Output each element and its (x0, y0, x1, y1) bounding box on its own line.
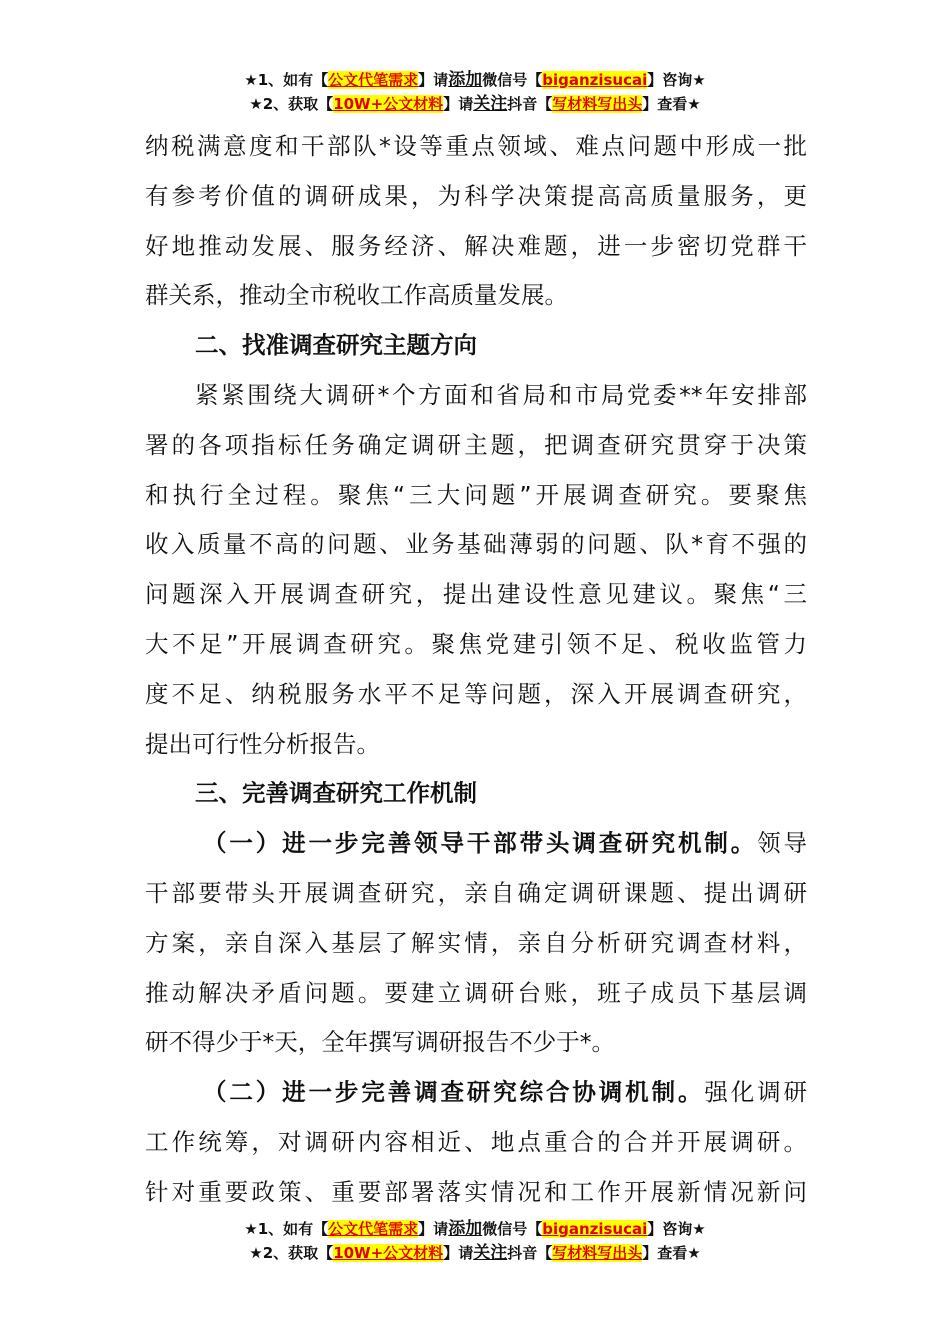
text-line: 方案，亲自深入基层了解实情，亲自分析研究调查材料， (145, 928, 807, 957)
text-line: 好地推动发展、服务经济、解决难题，进一步密切党群干 (145, 231, 807, 260)
text-line: 收入质量不高的问题、业务基础薄弱的问题、队*育不强的 (145, 530, 807, 559)
banner-text: ★2、获取【 (249, 1244, 334, 1262)
text-line: 推动解决矛盾问题。要建立调研台账，班子成员下基层调 (145, 978, 807, 1007)
banner-text: 】咨询★ (647, 1220, 706, 1238)
banner-line-1 (0, 1217, 950, 1241)
banner-line-2 (0, 92, 950, 116)
banner-text: 】请 (443, 1244, 474, 1262)
banner-text: ★1、如有【 (244, 71, 329, 89)
text-line: 有参考价值的调研成果，为科学决策提高高质量服务，更 (145, 181, 807, 210)
underlined-text: 添加 (448, 70, 483, 90)
underlined-text: 添加 (448, 1219, 483, 1239)
section-heading: 三、完善调查研究工作机制 (195, 779, 477, 808)
douyin-id: 写材料写出头 (552, 95, 643, 113)
header-banner (0, 68, 950, 116)
wechat-id: biganzisucai (542, 71, 648, 89)
text-line: 紧紧围绕大调研*个方面和省局和市局党委**年安排部 (195, 380, 807, 409)
highlight-text: 公文代笔需求 (328, 71, 419, 89)
subheading: （一）进一步完善领导干部带头调查研究机制。 (203, 829, 758, 858)
banner-text: 抖音【 (507, 1244, 553, 1262)
text-line: 工作统筹，对调研内容相近、地点重合的合并开展调研。 (145, 1127, 807, 1156)
highlight-text: 10W+公文材料 (333, 95, 444, 113)
text-line: 问题深入开展调查研究，提出建设性意见建议。聚焦“三 (145, 580, 807, 609)
text-line: 干部要带头开展调查研究，亲自确定调研课题、提出调研 (145, 878, 807, 907)
banner-text: 微信号【 (482, 71, 543, 89)
text-line: 大不足”开展调查研究。聚焦党建引领不足、税收监管力 (145, 629, 807, 658)
banner-text: 微信号【 (482, 1220, 543, 1238)
text-line: 提出可行性分析报告。 (145, 729, 380, 758)
banner-line-2 (0, 1241, 950, 1265)
banner-line-1 (0, 68, 950, 92)
text-line: 研不得少于*天，全年撰写调研报告不少于*。 (145, 1028, 615, 1057)
douyin-id: 写材料写出头 (552, 1244, 643, 1262)
section-heading: 二、找准调查研究主题方向 (195, 331, 477, 360)
text-span: 强化调研 (704, 1078, 808, 1107)
highlight-text: 10W+公文材料 (333, 1244, 444, 1262)
banner-text: 】查看★ (642, 95, 701, 113)
underlined-text: 关注 (473, 1243, 508, 1263)
document-body (145, 122, 807, 1218)
banner-text: 】请 (418, 1220, 449, 1238)
subheading: （二）进一步完善调查研究综合协调机制。 (203, 1078, 705, 1107)
text-line: 纳税满意度和干部队*设等重点领域、难点问题中形成一批 (145, 132, 807, 160)
text-line: 针对重要政策、重要部署落实情况和工作开展新情况新问 (145, 1177, 807, 1206)
underlined-text: 关注 (473, 94, 508, 114)
text-line: 和执行全过程。聚焦“三大问题”开展调查研究。要聚焦 (145, 480, 807, 509)
text-line: 署的各项指标任务确定调研主题，把调查研究贯穿于决策 (145, 430, 807, 459)
subheading-line (145, 819, 807, 869)
text-span: 领导 (757, 829, 808, 858)
banner-text: ★2、获取【 (249, 95, 334, 113)
banner-text: ★1、如有【 (244, 1220, 329, 1238)
footer-banner (0, 1217, 950, 1265)
banner-text: 】请 (443, 95, 474, 113)
wechat-id: biganzisucai (542, 1220, 648, 1238)
highlight-text: 公文代笔需求 (328, 1220, 419, 1238)
banner-text: 抖音【 (507, 95, 553, 113)
subheading-line (145, 1068, 807, 1118)
banner-text: 】咨询★ (647, 71, 706, 89)
banner-text: 】请 (418, 71, 449, 89)
banner-text: 】查看★ (642, 1244, 701, 1262)
text-line: 度不足、纳税服务水平不足等问题，深入开展调查研究， (145, 679, 807, 708)
text-line: 群关系，推动全市税收工作高质量发展。 (145, 281, 568, 310)
